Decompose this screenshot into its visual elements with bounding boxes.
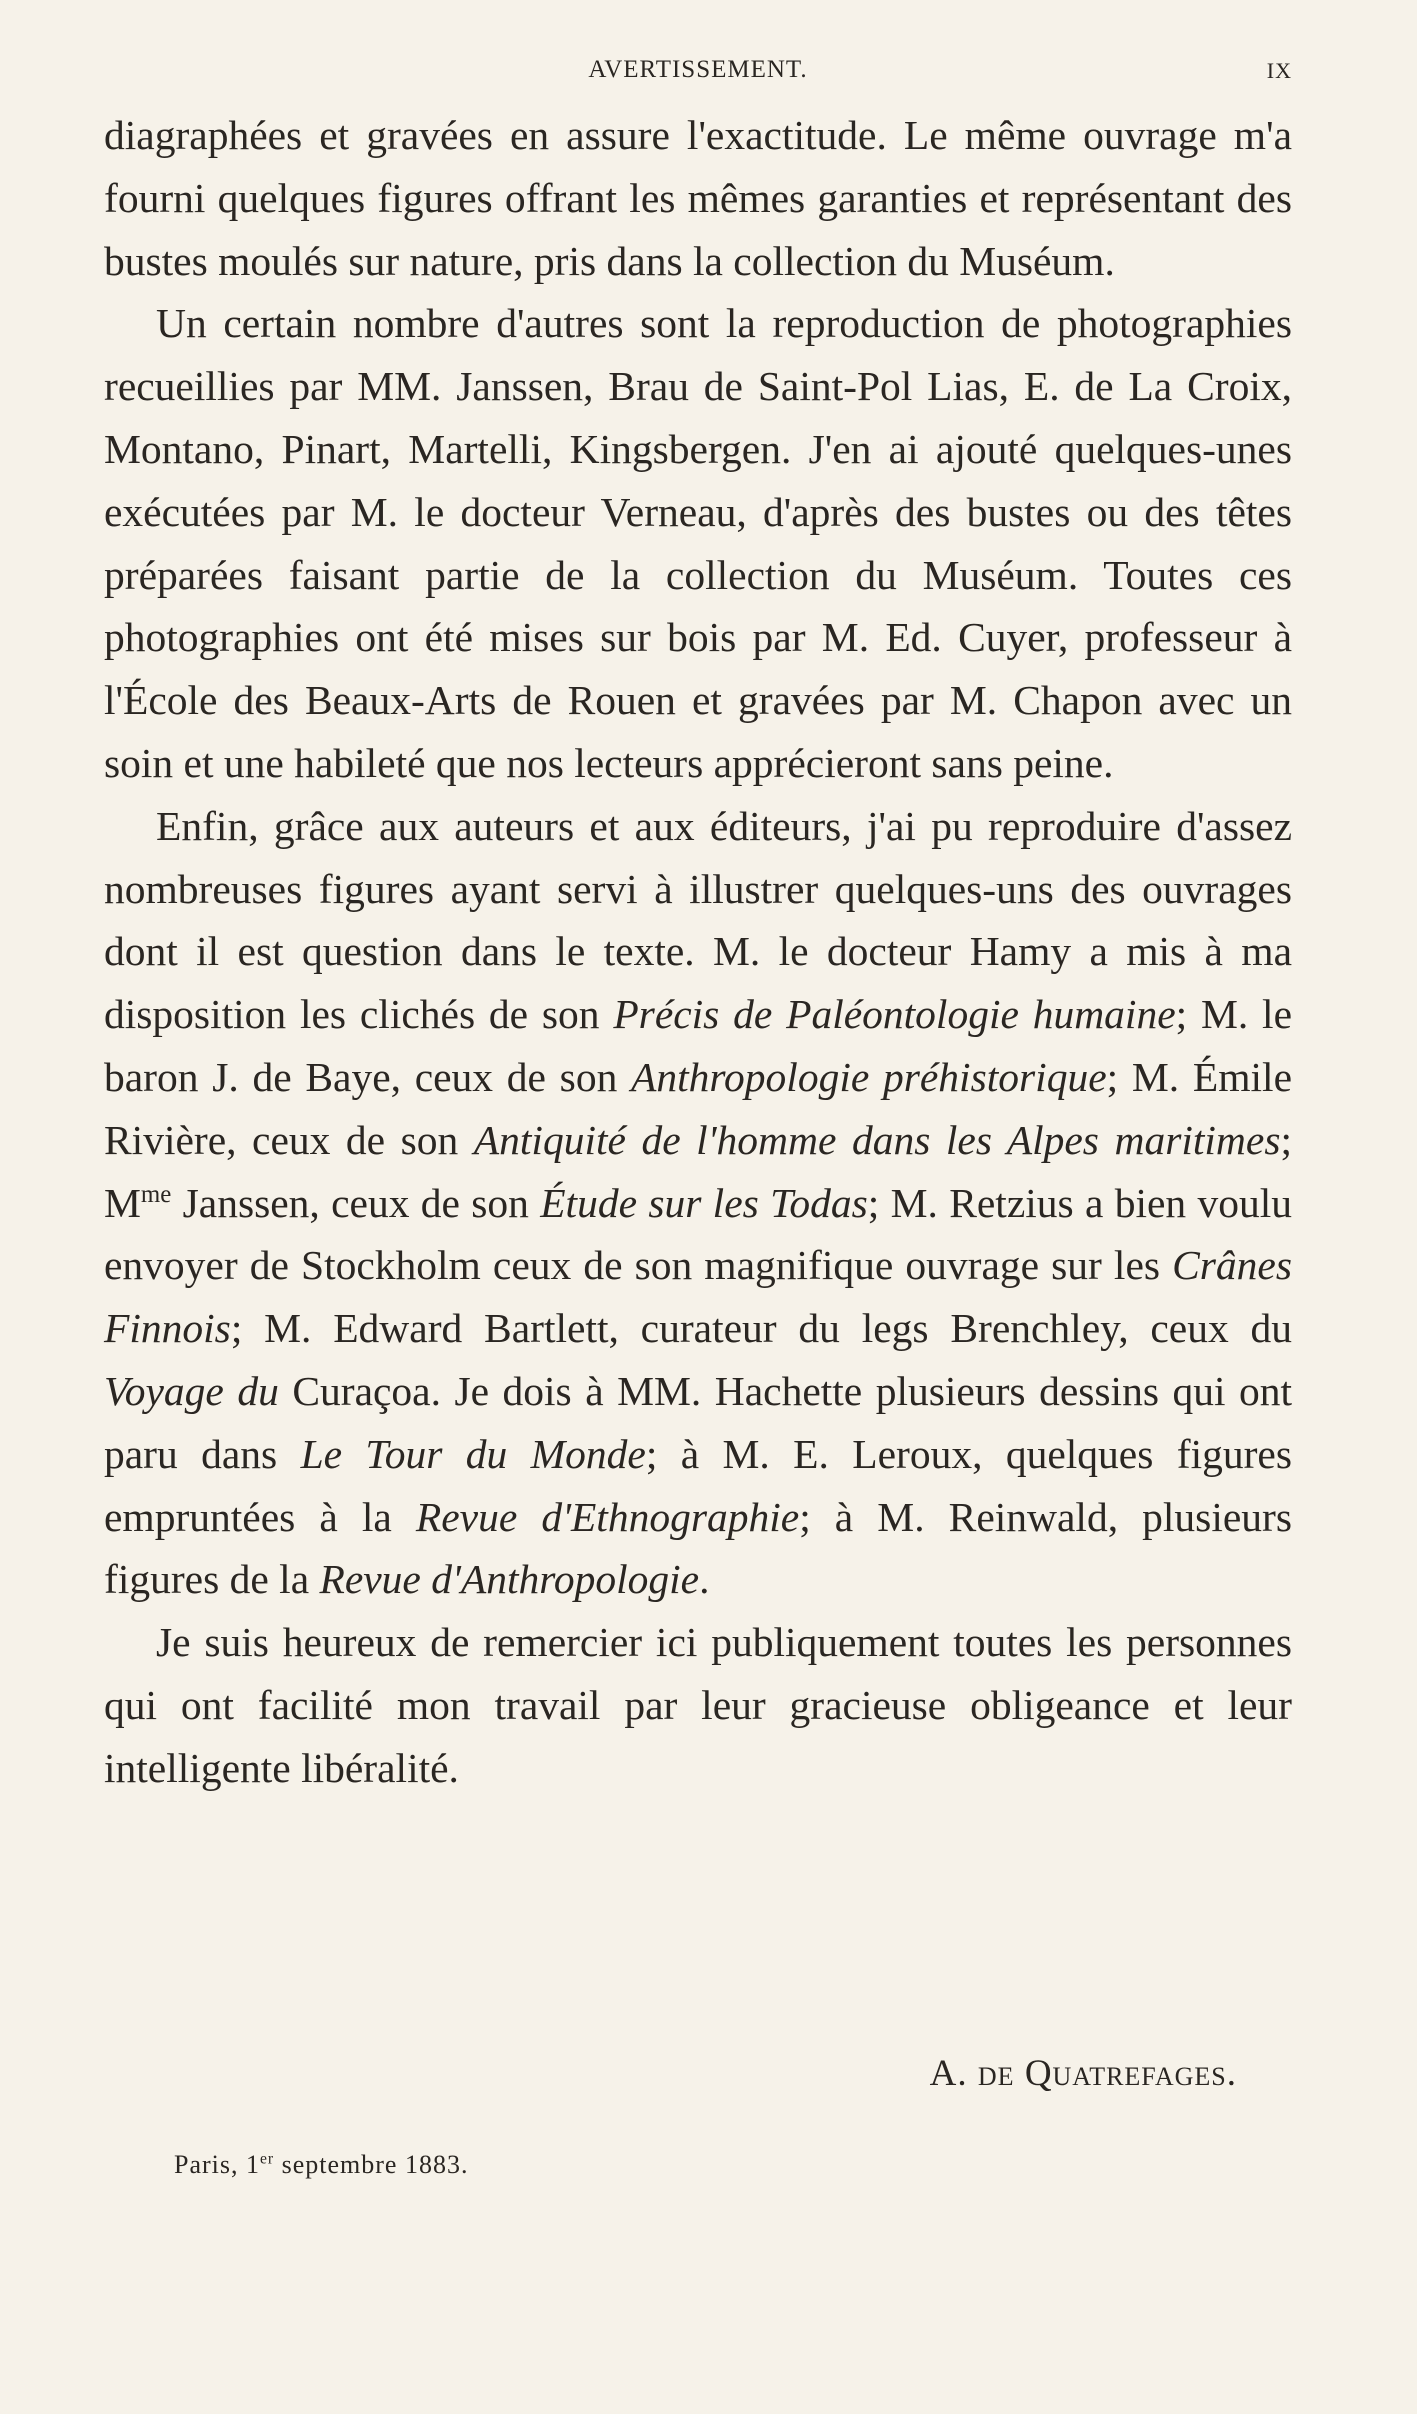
italic-title: Voyage du: [104, 1367, 279, 1414]
italic-title: Revue d'Ethnographie: [415, 1493, 800, 1540]
paragraph-4: [104, 1611, 1292, 1799]
text-run: Janssen, ceux de son: [171, 1179, 541, 1226]
superscript: me: [140, 1180, 172, 1208]
running-title: AVERTISSEMENT.: [588, 56, 808, 83]
text-run: ; M. Émile Rivière, ceux de son: [104, 1053, 1292, 1163]
paragraph-1-text: diagraphées et gravées en assure l'exactitude. Le même ouvrage m'a fourni quelques figures offrant les mêmes garanties et représentant des bustes moulés sur nature, pris dans la collection du Muséum.: [104, 112, 1292, 284]
text-run: ; à M. Reinwald, plusieurs figures de la: [104, 1493, 1292, 1603]
running-header: [104, 52, 1292, 92]
italic-title: Revue d'Anthropologie: [319, 1556, 700, 1603]
text-run: Enfin, grâce aux auteurs et aux éditeurs, j'ai pu reproduire d'assez nombreuses figures ayant servi à illustrer quelques-uns des ouvrages dont il est question dans le texte. M. le docteur Hamy a mis à ma disposition les clichés de son: [104, 802, 1292, 1038]
text-run: ; à M. E. Leroux, quelques figures empruntées à la: [104, 1430, 1292, 1540]
author-signature: [930, 2052, 1237, 2095]
author-initial: A.: [929, 2053, 968, 2094]
paragraph-1: [104, 104, 1292, 292]
text-run: ; M. Retzius a bien voulu envoyer de Stockholm ceux de son magnifique ouvrage sur les: [104, 1179, 1293, 1289]
italic-title: Étude sur les Todas: [540, 1179, 868, 1226]
dateline-text-end: septembre 1883.: [274, 2150, 469, 2179]
text-run: ; M. Edward Bartlett, curateur du legs Brenchley, ceux du: [230, 1305, 1292, 1352]
italic-title: Crânes Finnois: [104, 1242, 1292, 1352]
paragraph-2-text: Un certain nombre d'autres sont la reproduction de photographies recueillies par MM. Janssen, Brau de Saint-Pol Lias, E. de La Croix, Montano, Pinart, Martelli, Kingsbergen. J'en ai ajouté quelques-unes exécutées par M. le docteur Verneau, d'après des bustes ou des têtes préparées faisant partie de la collection du Muséum. Toutes ces photographies ont été mises sur bois par M. Ed. Cuyer, professeur à l'École des Beaux-Arts de Rouen et gravées par M. Chapon avec un soin et une habileté que nos lecteurs apprécieront sans peine.: [104, 300, 1292, 786]
dateline-text: Paris, 1: [174, 2150, 260, 2179]
text-run: ; M: [104, 1116, 1293, 1226]
body-text: [104, 104, 1292, 1800]
dateline: [174, 2150, 468, 2180]
italic-title: Précis de Paléontologie humaine: [613, 991, 1176, 1038]
paragraph-3: [104, 795, 1292, 1611]
text-run: .: [699, 1556, 710, 1603]
text-run: ; M. le baron J. de Baye, ceux de son: [104, 991, 1292, 1100]
italic-title: Antiquité de l'homme dans les Alpes maritimes: [473, 1116, 1281, 1163]
italic-title: Le Tour du Monde: [300, 1430, 646, 1477]
page-number: IX: [1266, 58, 1292, 83]
dateline-superscript: er: [260, 2150, 275, 2168]
author-name: de Quatrefages.: [977, 2053, 1237, 2094]
paragraph-2: [104, 292, 1292, 794]
italic-title: Anthropologie préhistorique: [631, 1053, 1107, 1100]
paragraph-4-text: Je suis heureux de remercier ici publiquement toutes les personnes qui ont facilité mon travail par leur gracieuse obligeance et leur intelligente libéralité.: [104, 1619, 1292, 1791]
text-run: Curaçoa. Je dois à MM. Hachette plusieurs dessins qui ont paru dans: [104, 1367, 1293, 1477]
